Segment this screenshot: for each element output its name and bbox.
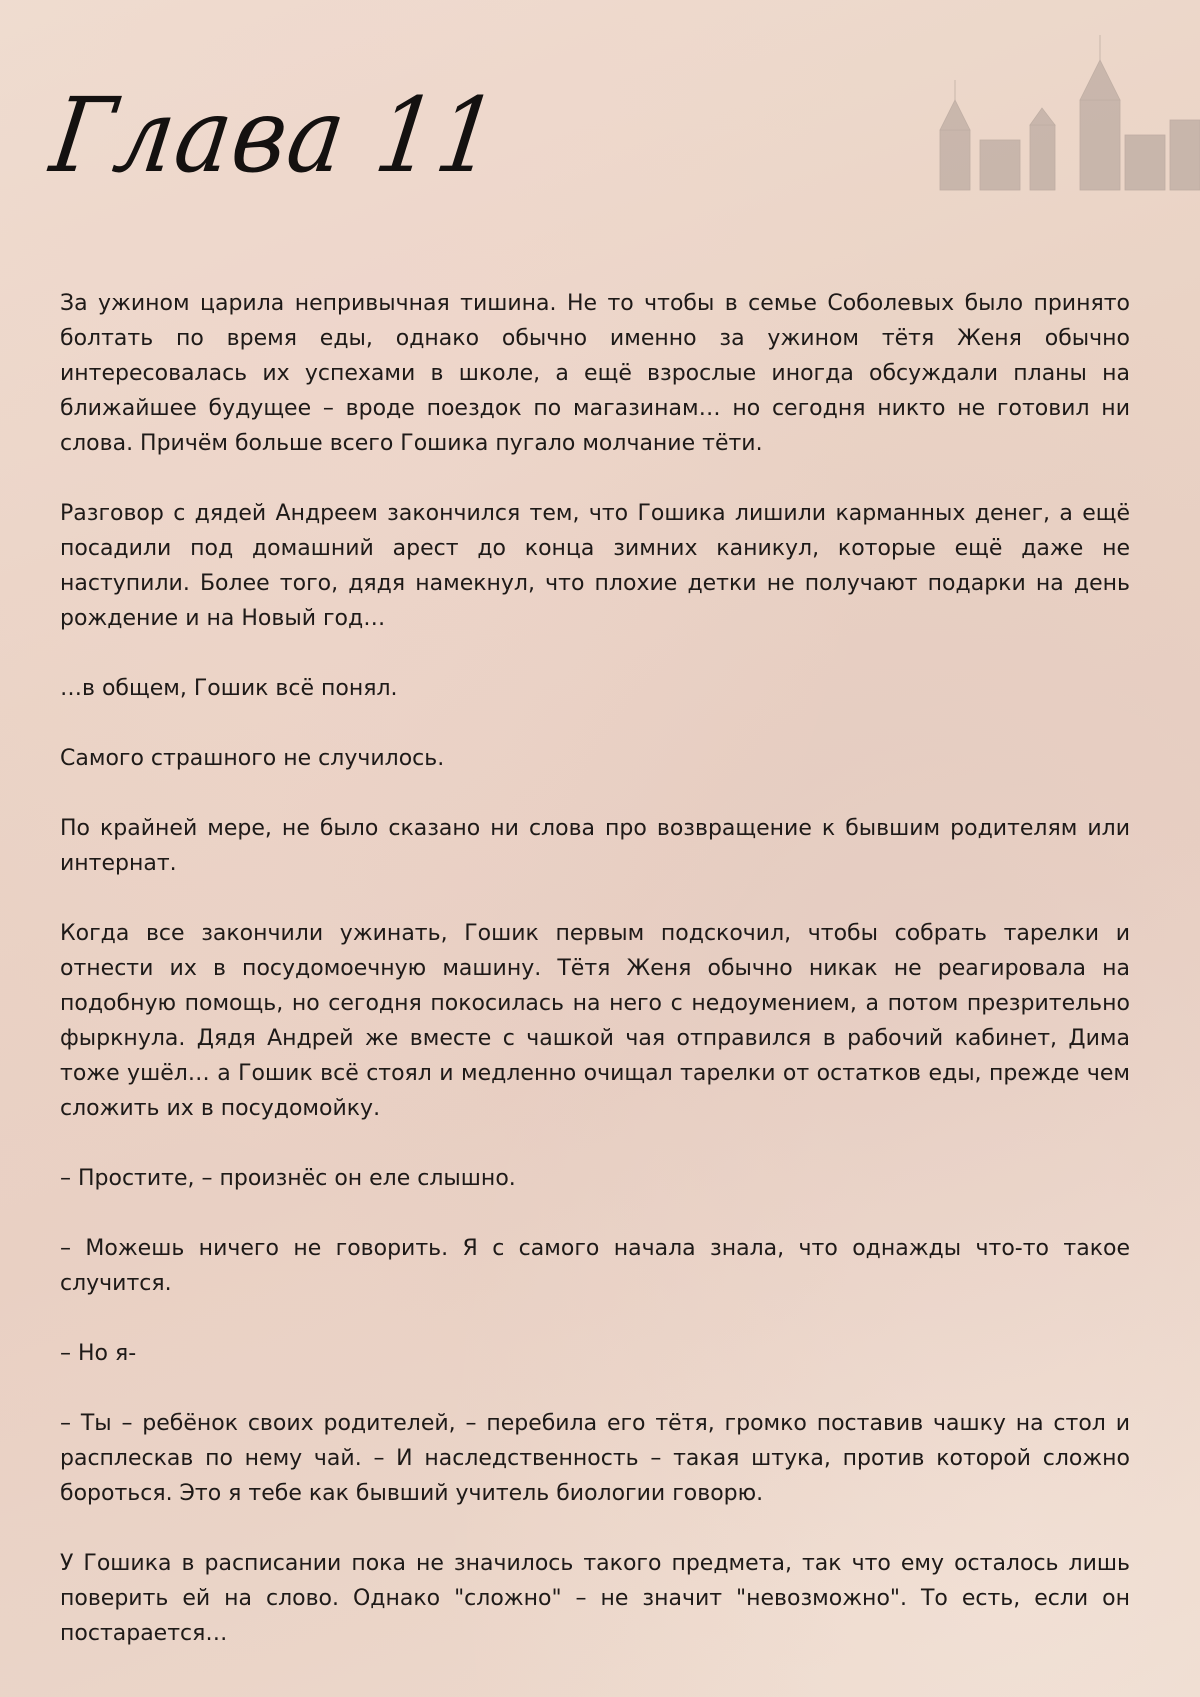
paragraph: – Простите, – произнёс он еле слышно. <box>60 1166 516 1191</box>
chapter-title: Глава 11 <box>44 76 507 196</box>
paragraph: За ужином царила непривычная тишина. Не то чтобы в семье Соболевых было принято болтать по время еды, однако обычно именно за ужином тётя Женя обычно интересовалась их успехами в школе, а ещё взрослые иногда обсуждали планы на ближайшее будущее – вроде поездок по магазинам… но сегодня никто не готовил ни слова. Причём больше всего Гошика пугало молчание тёти. <box>60 291 1130 456</box>
paragraph: …в общем, Гошик всё понял. <box>60 676 398 701</box>
paragraph: Когда все закончили ужинать, Гошик первым подскочил, чтобы собрать тарелки и отнести их в посудомоечную машину. Тётя Женя обычно никак не реагировала на подобную помощь, но сегодня покосилась на него с недоумением, а потом презрительно фыркнула. Дядя Андрей же вместе с чашкой чая отправился в рабочий кабинет, Дима тоже ушёл… а Гошик всё стоял и медленно очищал тарелки от остатков еды, прежде чем сложить их в посудомойку. <box>60 921 1130 1121</box>
chapter-body <box>60 286 1130 1651</box>
paragraph: Самого страшного не случилось. <box>60 746 445 771</box>
paragraph: По крайней мере, не было сказано ни слова про возвращение к бывшим родителям или интернат. <box>60 816 1130 876</box>
city-skyline-illustration <box>900 20 1200 200</box>
paragraph: – Ты – ребёнок своих родителей, – перебила его тётя, громко поставив чашку на стол и расплескав по нему чай. – И наследственность – такая штука, против которой сложно бороться. Это я тебе как бывший учитель биологии говорю. <box>60 1411 1130 1506</box>
paragraph: У Гошика в расписании пока не значилось такого предмета, так что ему осталось лишь поверить ей на слово. Однако "сложно" – не значит "невозможно". То есть, если он постарается… <box>60 1551 1130 1646</box>
paragraph: – Но я- <box>60 1341 137 1366</box>
paragraph: – Можешь ничего не говорить. Я с самого начала знала, что однажды что-то такое случится. <box>60 1236 1130 1296</box>
paragraph: Разговор с дядей Андреем закончился тем, что Гошика лишили карманных денег, а ещё посадили под домашний арест до конца зимних каникул, которые ещё даже не наступили. Более того, дядя намекнул, что плохие детки не получают подарки на день рождение и на Новый год… <box>60 501 1130 631</box>
